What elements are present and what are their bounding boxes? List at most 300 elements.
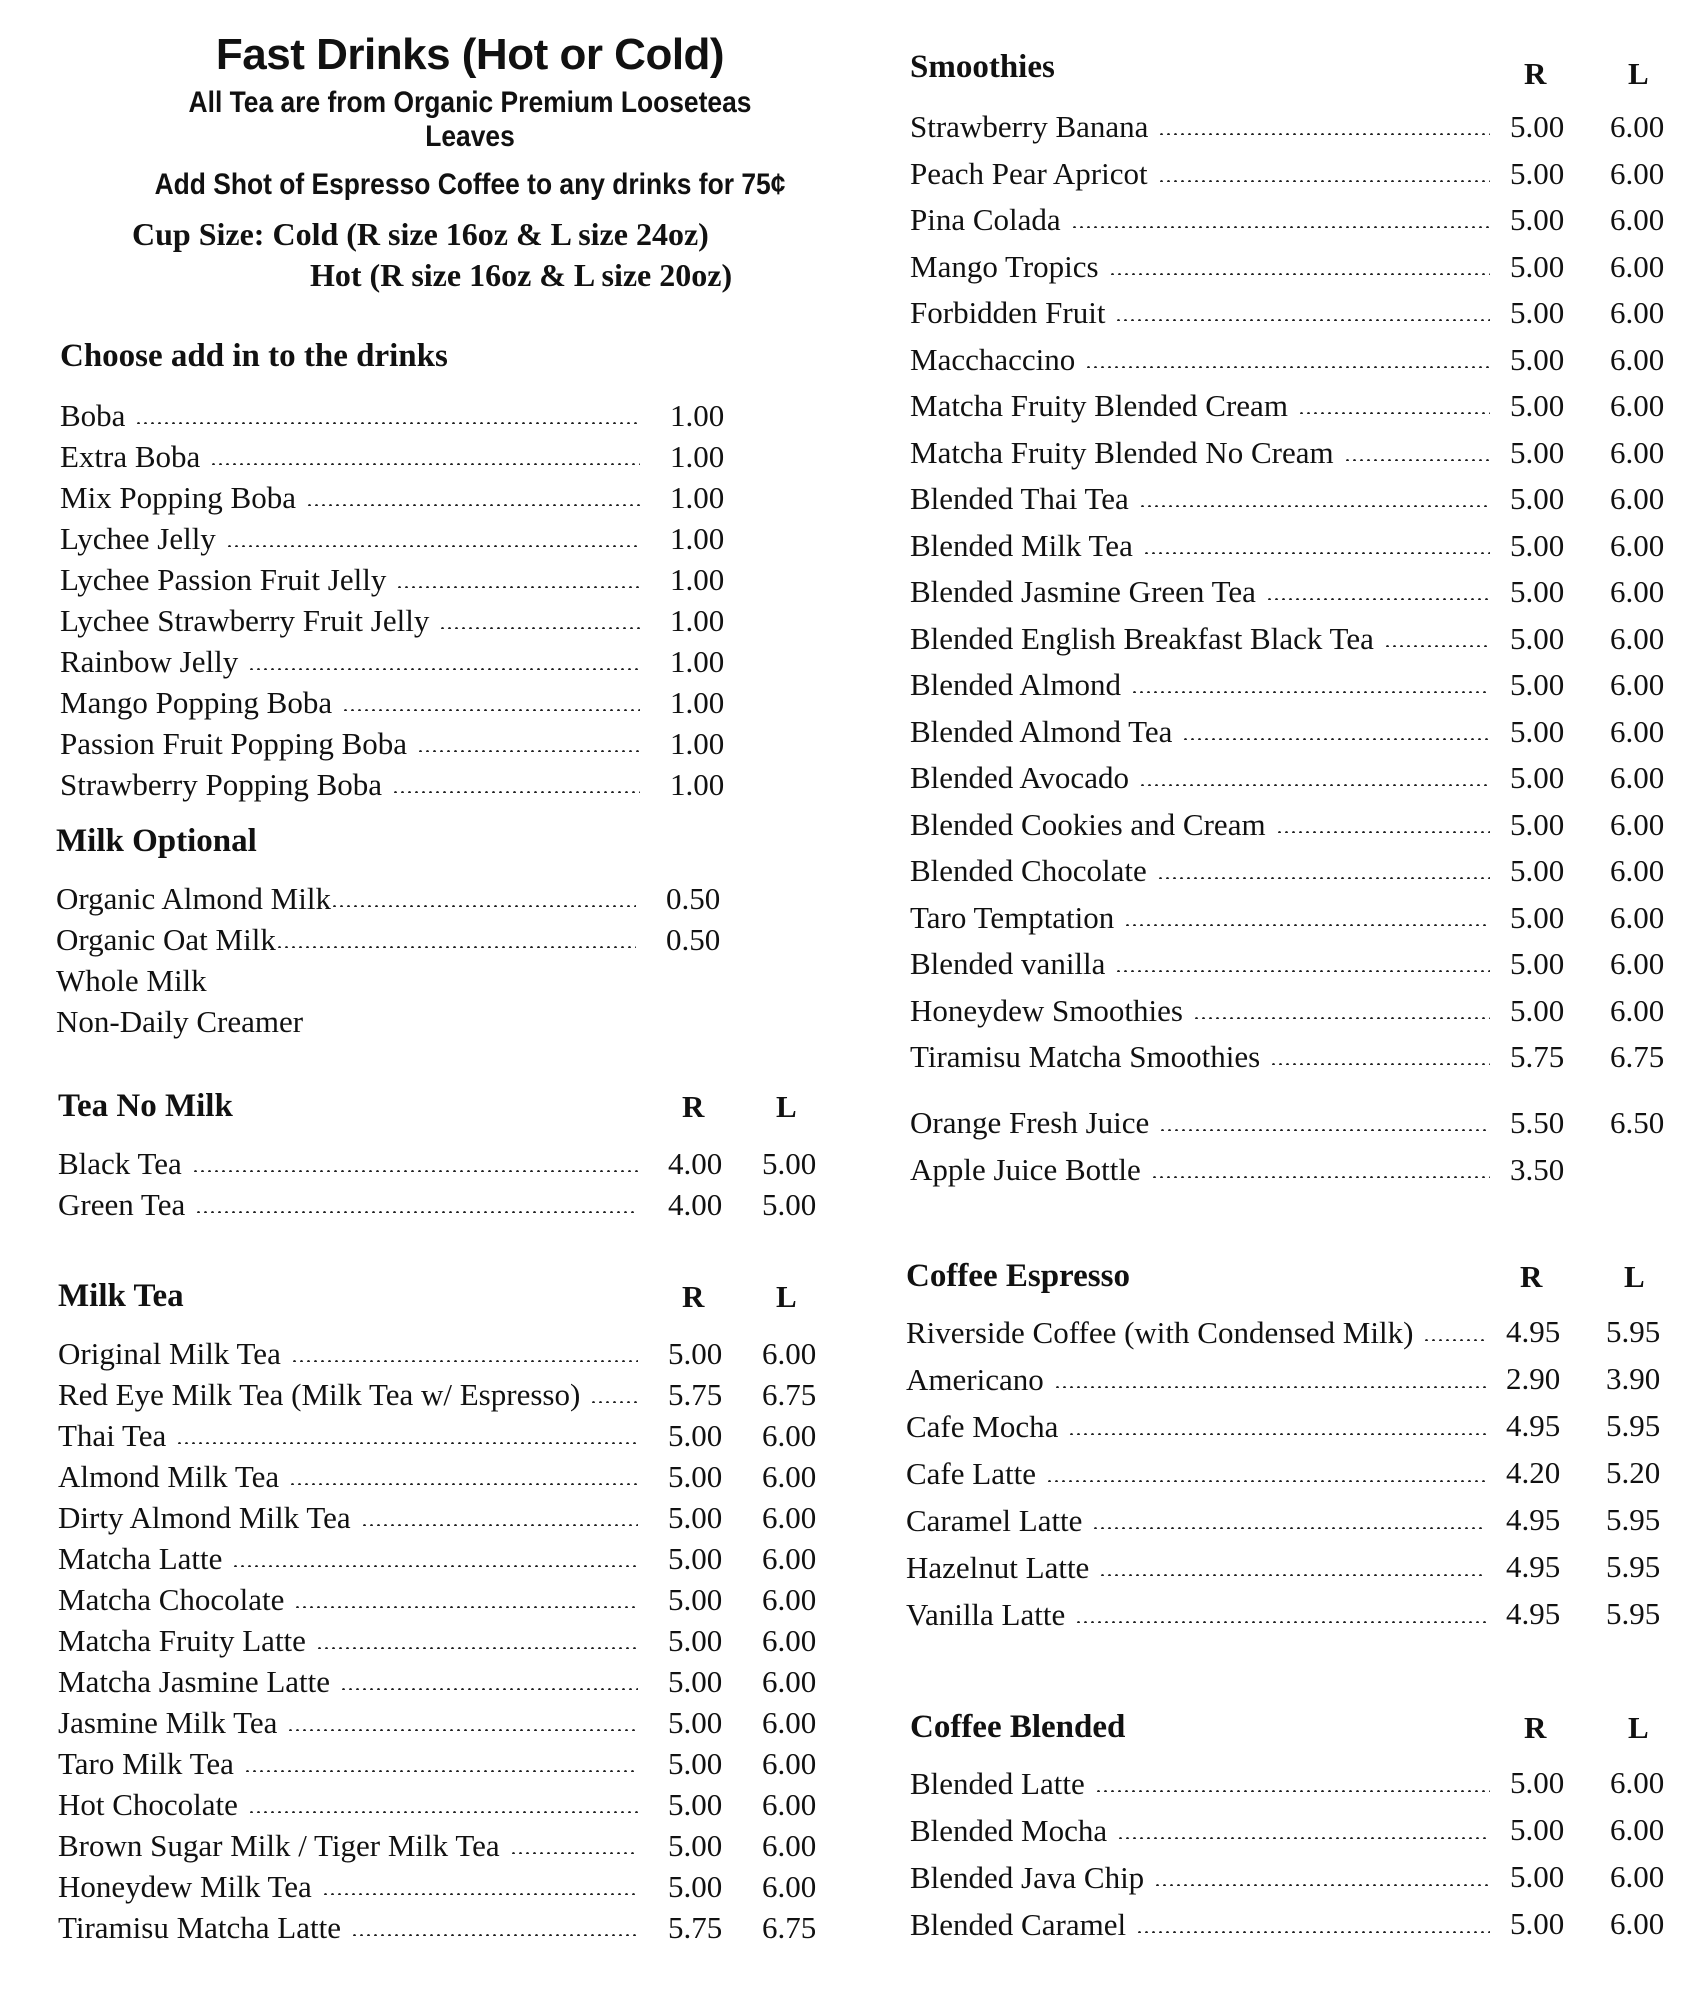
menu-item [906,1403,1661,1450]
item-price: 1.00 [670,726,725,761]
dot-leader [244,1770,638,1772]
price-regular: 5.00 [668,1582,723,1617]
item-name: Blended Cookies and Cream [910,807,1276,843]
menu-item [910,244,1665,291]
item-name: Blended Mocha [910,1813,1117,1849]
item-name: Mango Tropics [910,249,1109,285]
size-r-label: R [1520,1259,1543,1294]
price-regular: 5.75 [668,1910,723,1945]
menu-item [910,1901,1665,1948]
size-r-label: R [682,1089,705,1124]
size-l-label: L [776,1279,797,1314]
price-large: 5.00 [762,1146,817,1181]
item-name: Tiramisu Matcha Smoothies [910,1039,1270,1075]
price-regular: 5.75 [668,1377,723,1412]
price-regular: 5.00 [1510,574,1565,609]
dot-leader [1075,1621,1486,1623]
menu-item [910,755,1665,802]
price-large: 6.00 [1610,946,1665,981]
menu-item [58,1497,817,1538]
price-large: 6.00 [1610,574,1665,609]
price-large: 5.20 [1606,1455,1661,1490]
item-name: Almond Milk Tea [58,1459,289,1495]
menu-item [56,919,721,960]
dot-leader [1266,598,1490,600]
price-large: 6.00 [1610,341,1665,377]
price-regular: 5.00 [1510,434,1565,470]
menu-item [58,1538,817,1579]
menu-item [910,941,1665,988]
item-name: Boba [60,398,135,434]
menu-item [906,1497,1661,1544]
price-regular: 5.00 [668,1418,723,1453]
milk-tea-section [58,1265,858,1948]
size-r-label: R [1524,1710,1547,1745]
dot-leader [276,946,636,948]
price-large: 6.00 [762,1705,817,1740]
item-name: Matcha Chocolate [58,1582,294,1618]
item-name: Strawberry Banana [910,109,1158,145]
item-name: Blended Avocado [910,760,1139,796]
item-name: Vanilla Latte [906,1597,1075,1633]
menu-item [910,662,1665,709]
menu-item [58,1456,817,1497]
dot-leader [1158,133,1490,135]
juice-section [910,1100,1680,1193]
menu-item [910,848,1665,895]
item-price: 1.00 [670,439,725,474]
size-l-label: L [776,1089,797,1124]
menu-item [910,1034,1665,1081]
milk-title: Milk Optional [56,823,257,859]
milk-list [56,878,721,1042]
price-large: 6.00 [1610,1812,1665,1847]
item-name: Matcha Jasmine Latte [58,1664,340,1700]
menu-item [910,1147,1565,1194]
dot-leader [351,1934,638,1936]
dot-leader [1109,273,1490,275]
item-name: Original Milk Tea [58,1336,291,1372]
item-name: Matcha Fruity Blended No Cream [910,435,1344,471]
menu-item [910,476,1665,523]
coffee-blended-section [910,1696,1680,1948]
item-name: Blended Chocolate [910,853,1157,889]
dot-leader [1054,1386,1486,1388]
dot-leader [1092,1527,1486,1529]
price-regular: 5.00 [1510,295,1565,330]
item-price: 1.00 [670,480,725,515]
menu-item [910,383,1665,430]
coffee-espresso-title: Coffee Espresso [906,1258,1130,1294]
item-name: Americano [906,1362,1054,1398]
menu-item [56,878,721,919]
menu-item [910,104,1665,151]
menu-item [58,1661,817,1702]
item-name: Peach Pear Apricot [910,156,1158,192]
item-name: Blended Java Chip [910,1860,1154,1896]
price-large: 6.00 [1610,527,1665,563]
tea-note: All Tea are from Organic Premium Looseteas Leaves [188,86,752,153]
menu-item [58,1333,817,1374]
price-large: 6.75 [762,1910,817,1945]
menu-item [906,1591,1661,1638]
dot-leader [510,1852,638,1854]
dot-leader [590,1401,638,1403]
dot-leader [1046,1480,1486,1482]
price-large: 6.00 [762,1418,817,1453]
dot-leader [1154,1884,1490,1886]
menu-item [58,1415,817,1456]
dot-leader [1158,180,1490,182]
menu-item [906,1356,1661,1403]
item-name: Passion Fruit Popping Boba [60,726,417,762]
item-name: Organic Almond Milk [56,880,331,916]
price-regular: 5.00 [1510,992,1565,1028]
price-large: 6.00 [1610,434,1665,470]
dot-leader [1071,226,1490,228]
menu-item [58,1743,817,1784]
price-large: 6.00 [762,1664,817,1699]
item-name: Cafe Mocha [906,1409,1068,1445]
price-regular: 5.50 [1510,1105,1565,1140]
dot-leader [417,750,640,752]
menu-item [58,1620,817,1661]
price-large: 5.95 [1606,1408,1661,1443]
dot-leader [1193,1017,1490,1019]
dot-leader [331,905,636,907]
addins-list [60,395,725,805]
price-large: 6.00 [762,1500,817,1535]
price-regular: 5.00 [668,1869,723,1904]
price-large: 6.00 [1610,295,1665,330]
price-regular: 3.50 [1510,1151,1565,1187]
menu-item [910,197,1665,244]
menu-item [58,1374,817,1415]
size-r-label: R [682,1279,705,1314]
item-price: 1.00 [670,644,725,679]
smoothies-list [910,104,1680,1081]
item-name: Lychee Strawberry Fruit Jelly [60,603,439,639]
size-l-label: L [1624,1259,1645,1294]
dot-leader [1139,784,1490,786]
price-regular: 5.00 [1510,388,1565,423]
price-large: 5.95 [1606,1596,1661,1631]
price-large: 6.00 [1610,202,1665,237]
price-large: 6.00 [762,1459,817,1494]
price-large: 6.00 [1610,667,1665,702]
price-large: 3.90 [1606,1361,1661,1396]
dot-leader [176,1442,638,1444]
price-large: 5.00 [762,1187,817,1222]
price-regular: 4.95 [1506,1314,1561,1349]
dot-leader [210,463,640,465]
price-regular: 5.00 [1510,1812,1565,1847]
menu-item [60,559,725,600]
item-name: Blended Jasmine Green Tea [910,574,1266,610]
coffee-espresso-list [906,1309,1676,1638]
price-large: 6.00 [762,1746,817,1781]
price-regular: 5.00 [1510,481,1565,516]
menu-item [56,1001,636,1042]
coffee-espresso-section [906,1245,1676,1638]
size-l-label: L [1628,1710,1649,1745]
menu-item [58,1825,817,1866]
dot-leader [342,709,640,711]
menu-item [910,895,1665,942]
item-name: Dirty Almond Milk Tea [58,1500,361,1536]
menu-item [58,1579,817,1620]
item-name: Whole Milk [56,962,207,998]
price-large: 6.00 [1610,806,1665,842]
menu-item [58,1143,817,1184]
item-price: 1.00 [670,398,725,433]
item-name: Taro Temptation [910,900,1124,936]
price-regular: 4.95 [1506,1596,1561,1631]
dot-leader [1423,1339,1486,1341]
item-name: Tiramisu Matcha Latte [58,1910,351,1946]
addins-title: Choose add in to the drinks [60,338,448,374]
item-name: Organic Oat Milk [56,921,276,957]
dot-leader [1136,1931,1490,1933]
price-large: 6.00 [762,1336,817,1371]
item-price: 1.00 [670,603,725,638]
menu-item [60,436,725,477]
item-name: Riverside Coffee (with Condensed Milk) [906,1315,1423,1351]
item-price: 0.50 [666,881,721,916]
price-regular: 5.00 [1510,527,1565,563]
item-name: Hazelnut Latte [906,1550,1099,1586]
dot-leader [396,586,640,588]
price-large: 6.00 [762,1541,817,1576]
item-name: Forbidden Fruit [910,295,1115,331]
price-regular: 5.00 [1510,806,1565,842]
dot-leader [1182,738,1490,740]
dot-leader [291,1360,638,1362]
price-large: 6.00 [762,1582,817,1617]
menu-item [60,395,725,436]
price-large: 6.00 [762,1787,817,1822]
item-name: Brown Sugar Milk / Tiger Milk Tea [58,1828,510,1864]
price-regular: 4.95 [1506,1549,1561,1584]
dot-leader [1159,1129,1490,1131]
milk-tea-list [58,1333,858,1948]
price-large: 6.00 [1610,109,1665,144]
dot-leader [135,422,640,424]
menu-item [60,518,725,559]
price-large: 6.00 [762,1623,817,1658]
menu-item [910,337,1665,384]
dot-leader [1117,1837,1490,1839]
price-large: 6.00 [1610,155,1665,191]
price-regular: 5.00 [1510,667,1565,702]
item-name: Blended Almond Tea [910,714,1182,750]
menu-item [58,1907,817,1948]
item-name: Red Eye Milk Tea (Milk Tea w/ Espresso) [58,1377,590,1413]
cup-size-cold: Cup Size: Cold (R size 16oz & L size 24oz) [132,216,709,252]
price-large: 6.00 [762,1869,817,1904]
price-large: 6.00 [1610,760,1665,795]
price-large: 6.00 [1610,899,1665,935]
dot-leader [226,545,640,547]
menu-item [906,1544,1661,1591]
size-l-label: L [1628,56,1649,91]
dot-leader [1151,1176,1490,1178]
price-regular: 5.00 [1510,853,1565,888]
size-r-label: R [1524,56,1547,91]
item-name: Macchaccino [910,342,1085,378]
menu-item [910,802,1665,849]
item-name: Caramel Latte [906,1503,1092,1539]
price-regular: 5.00 [668,1787,723,1822]
menu-item [60,764,725,805]
price-regular: 5.00 [1510,202,1565,237]
price-regular: 5.00 [668,1459,723,1494]
price-regular: 5.00 [668,1746,723,1781]
dot-leader [1344,459,1490,461]
price-large: 6.00 [1610,620,1665,656]
dot-leader [1157,877,1490,879]
item-name: Strawberry Popping Boba [60,767,392,803]
menu-item [60,600,725,641]
item-name: Apple Juice Bottle [910,1152,1151,1188]
menu-item [60,641,725,682]
item-name: Blended Milk Tea [910,528,1143,564]
milk-section [56,810,721,1042]
price-large: 6.00 [1610,1859,1665,1894]
dot-leader [192,1170,638,1172]
cup-size-info [110,216,830,294]
dot-leader [1124,924,1490,926]
smoothies-title: Smoothies [910,49,1055,85]
item-name: Blended English Breakfast Black Tea [910,621,1384,657]
menu-item [910,1807,1665,1854]
price-regular: 5.00 [1510,760,1565,795]
price-large: 6.50 [1610,1105,1665,1140]
dot-leader [1115,319,1490,321]
dot-leader [361,1524,638,1526]
price-regular: 4.00 [668,1146,723,1181]
price-large: 5.95 [1606,1549,1661,1584]
price-regular: 5.00 [668,1705,723,1740]
dot-leader [439,627,640,629]
price-regular: 5.00 [668,1500,723,1535]
price-large: 6.00 [1610,853,1665,888]
smoothies-section [910,40,1680,1081]
addins-section [60,325,725,805]
item-name: Honeydew Milk Tea [58,1869,322,1905]
price-regular: 5.00 [668,1336,723,1371]
item-name: Matcha Fruity Latte [58,1623,316,1659]
item-name: Lychee Jelly [60,521,226,557]
price-regular: 5.00 [1510,946,1565,981]
dot-leader [1276,831,1490,833]
item-name: Thai Tea [58,1418,176,1454]
price-large: 6.75 [1610,1039,1665,1074]
menu-item [60,682,725,723]
dot-leader [1139,505,1490,507]
menu-item [60,477,725,518]
price-regular: 5.00 [668,1541,723,1576]
price-large: 5.95 [1606,1314,1661,1349]
price-large: 6.00 [1610,481,1665,516]
item-name: Blended Thai Tea [910,481,1139,517]
menu-title: Fast Drinks (Hot or Cold) [215,30,725,79]
price-regular: 5.00 [1510,1765,1565,1800]
price-large: 6.75 [762,1377,817,1412]
price-regular: 5.00 [1510,155,1565,191]
item-name: Mix Popping Boba [60,480,306,516]
item-name: Lychee Passion Fruit Jelly [60,562,396,598]
menu-item [910,988,1665,1035]
dot-leader [248,1811,638,1813]
item-price: 1.00 [670,767,725,802]
dot-leader [1099,1574,1486,1576]
price-regular: 5.00 [1510,341,1565,377]
price-regular: 5.00 [1510,713,1565,749]
menu-item [906,1309,1661,1356]
dot-leader [1143,552,1490,554]
price-regular: 5.75 [1510,1039,1565,1074]
item-name: Honeydew Smoothies [910,993,1193,1029]
item-price: 1.00 [670,562,725,597]
dot-leader [195,1211,638,1213]
dot-leader [1115,970,1490,972]
milk-tea-title: Milk Tea [58,1278,184,1314]
menu-item [58,1702,817,1743]
item-name: Jasmine Milk Tea [58,1705,287,1741]
item-name: Extra Boba [60,439,210,475]
item-name: Taro Milk Tea [58,1746,244,1782]
price-large: 6.00 [1610,1765,1665,1800]
item-name: Mango Popping Boba [60,685,342,721]
tea-no-milk-section [58,1075,858,1225]
menu-item [60,723,725,764]
price-large: 6.00 [1610,388,1665,423]
menu-item [910,1854,1665,1901]
price-regular: 4.00 [668,1187,723,1222]
price-regular: 2.90 [1506,1361,1561,1396]
item-name: Hot Chocolate [58,1787,248,1823]
dot-leader [306,504,640,506]
item-name: Blended Caramel [910,1907,1136,1943]
menu-item [58,1184,817,1225]
dot-leader [316,1647,638,1649]
item-name: Matcha Latte [58,1541,232,1577]
tea-no-milk-title: Tea No Milk [58,1088,233,1124]
item-price: 1.00 [670,685,725,720]
menu-item [910,523,1665,570]
dot-leader [287,1729,638,1731]
price-regular: 4.95 [1506,1502,1561,1537]
cup-size-hot: Hot (R size 16oz & L size 20oz) [310,257,733,293]
dot-leader [322,1893,638,1895]
item-name: Black Tea [58,1146,192,1182]
dot-leader [294,1606,638,1608]
price-regular: 5.00 [1510,248,1565,284]
dot-leader [392,791,640,793]
item-name: Orange Fresh Juice [910,1105,1159,1141]
dot-leader [1270,1063,1490,1065]
price-large: 6.00 [1610,992,1665,1028]
price-large: 6.00 [1610,1906,1665,1941]
price-regular: 5.00 [1510,620,1565,656]
menu-item [910,290,1665,337]
item-name: Cafe Latte [906,1456,1046,1492]
price-regular: 5.00 [1510,1859,1565,1894]
item-name: Blended vanilla [910,946,1115,982]
dot-leader [289,1483,638,1485]
price-large: 6.00 [1610,248,1665,284]
